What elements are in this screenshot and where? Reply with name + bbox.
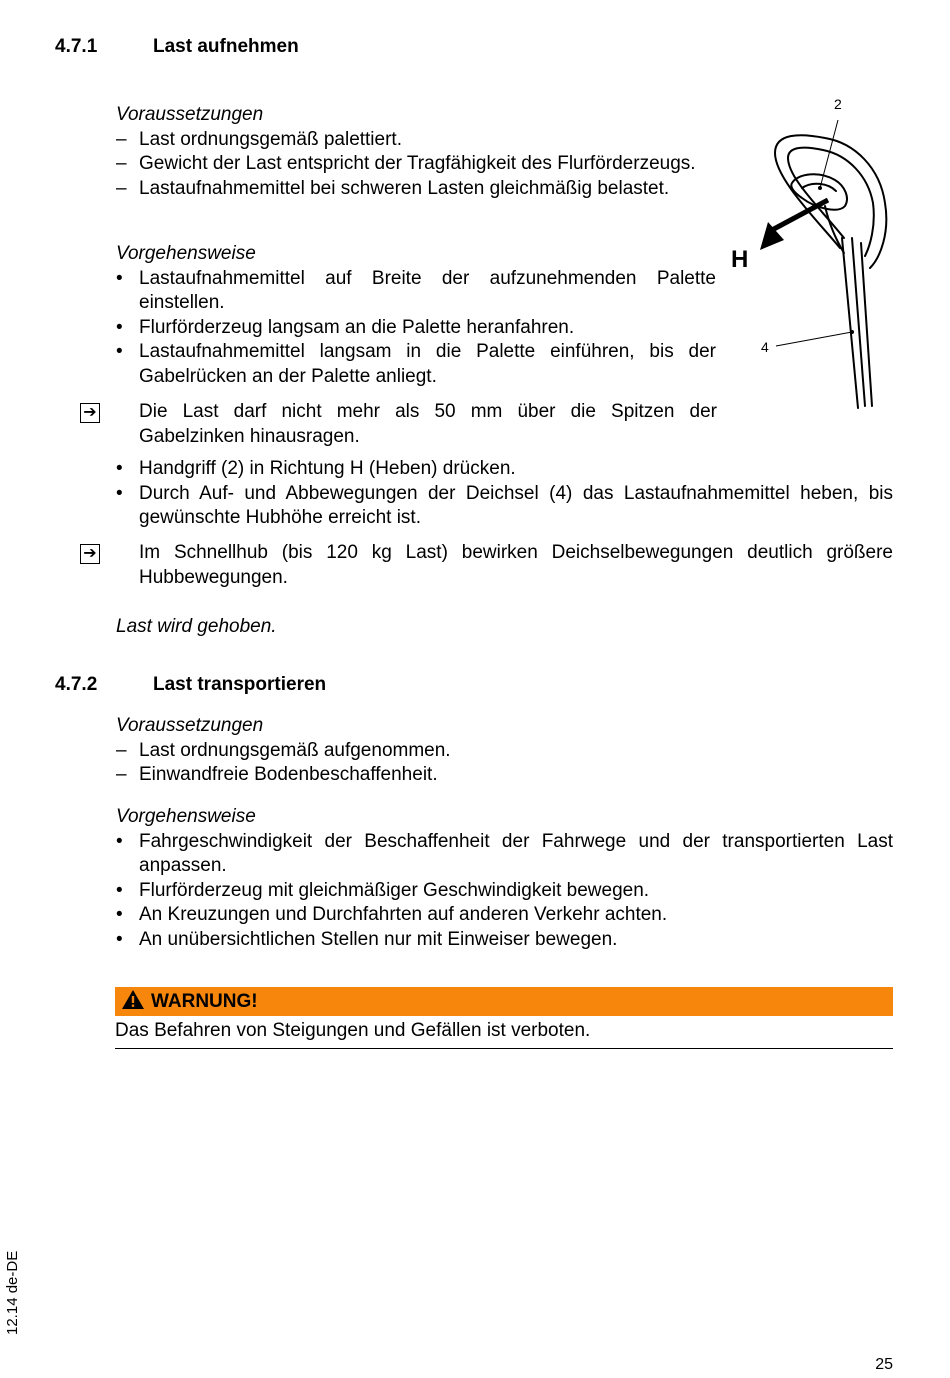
- procedure-list: [116, 830, 893, 953]
- preconditions-list: [116, 739, 893, 788]
- figure-label-h: H: [731, 246, 749, 273]
- handle-drawing: [720, 88, 910, 423]
- page-number: 25: [875, 1356, 893, 1373]
- list-item: • Flurförderzeug langsam an die Palette heranfahren.: [116, 316, 575, 338]
- warning-divider: [115, 1048, 893, 1049]
- list-item: • Flurförderzeug mit gleichmäßiger Geschwindigkeit bewegen.: [116, 879, 650, 901]
- list-item: • Handgriff (2) in Richtung H (Heben) drücken.: [116, 458, 516, 479]
- document-code: 12.14 de-DE: [4, 1250, 21, 1335]
- procedure-heading: Vorgehensweise: [116, 243, 256, 264]
- figure-label-4: 4: [761, 339, 769, 355]
- section-heading-4-7-1: [55, 35, 299, 60]
- list-item: • Lastaufnahmemittel auf Breite der aufzunehmenden Palette einstellen.: [116, 267, 716, 313]
- section-number: 4.7.1: [55, 36, 98, 57]
- arrow-right-icon: ➔: [80, 544, 100, 564]
- warning-banner: [115, 987, 893, 1016]
- list-item: – Last ordnungsgemäß palettiert.: [116, 128, 402, 150]
- list-item: • An Kreuzungen und Durchfahrten auf anderen Verkehr achten.: [116, 904, 668, 925]
- list-item: • An unübersichtlichen Stellen nur mit Einweiser bewegen.: [116, 928, 618, 950]
- note-text: Im Schnellhub (bis 120 kg Last) bewirken Deichselbewegungen deutlich größere Hubbewegungen.: [139, 542, 893, 588]
- list-item: – Einwandfreie Bodenbeschaffenheit.: [116, 764, 438, 785]
- list-item: – Gewicht der Last entspricht der Tragfähigkeit des Flurförderzeugs.: [116, 153, 696, 174]
- preconditions-block: [116, 714, 893, 788]
- preconditions-heading: Voraussetzungen: [116, 715, 264, 736]
- procedure-list: [116, 457, 893, 531]
- arrow-right-icon: ➔: [80, 403, 100, 423]
- procedure-list: [116, 267, 716, 390]
- procedure-heading: Vorgehensweise: [116, 806, 256, 827]
- procedure-block-continued: [116, 457, 893, 531]
- warning-triangle-icon: [121, 989, 145, 1010]
- result-text: Last wird gehoben.: [116, 616, 277, 637]
- note-text: Die Last darf nicht mehr als 50 mm über die Spitzen der Gabelzinken hinausragen.: [139, 401, 717, 447]
- procedure-block: [116, 805, 893, 952]
- preconditions-list: [116, 128, 716, 202]
- procedure-block: [116, 242, 716, 389]
- section-number: 4.7.2: [55, 674, 98, 695]
- figure-label-2: 2: [834, 96, 842, 112]
- preconditions-heading: Voraussetzungen: [116, 104, 264, 125]
- warning-text: Das Befahren von Steigungen und Gefällen ist verboten.: [115, 1020, 591, 1041]
- list-item: – Last ordnungsgemäß aufgenommen.: [116, 739, 451, 761]
- section-title: Last aufnehmen: [153, 36, 299, 57]
- list-item: • Lastaufnahmemittel langsam in die Palette einführen, bis der Gabelrücken an der Palette anliegt.: [116, 341, 716, 387]
- warning-label: WARNUNG!: [151, 991, 258, 1012]
- section-title: Last transportieren: [153, 674, 327, 695]
- preconditions-block: [116, 103, 716, 201]
- list-item: – Lastaufnahmemittel bei schweren Lasten gleichmäßig belastet.: [116, 177, 670, 199]
- section-heading-4-7-2: [55, 673, 326, 698]
- list-item: • Durch Auf- und Abbewegungen der Deichsel (4) das Lastaufnahmemittel heben, bis gewünschte Hubhöhe erreicht ist.: [116, 482, 893, 528]
- list-item: • Fahrgeschwindigkeit der Beschaffenheit der Fahrwege und der transportierten Last anpassen.: [116, 830, 893, 876]
- pallet-truck-handle-figure: [720, 88, 910, 423]
